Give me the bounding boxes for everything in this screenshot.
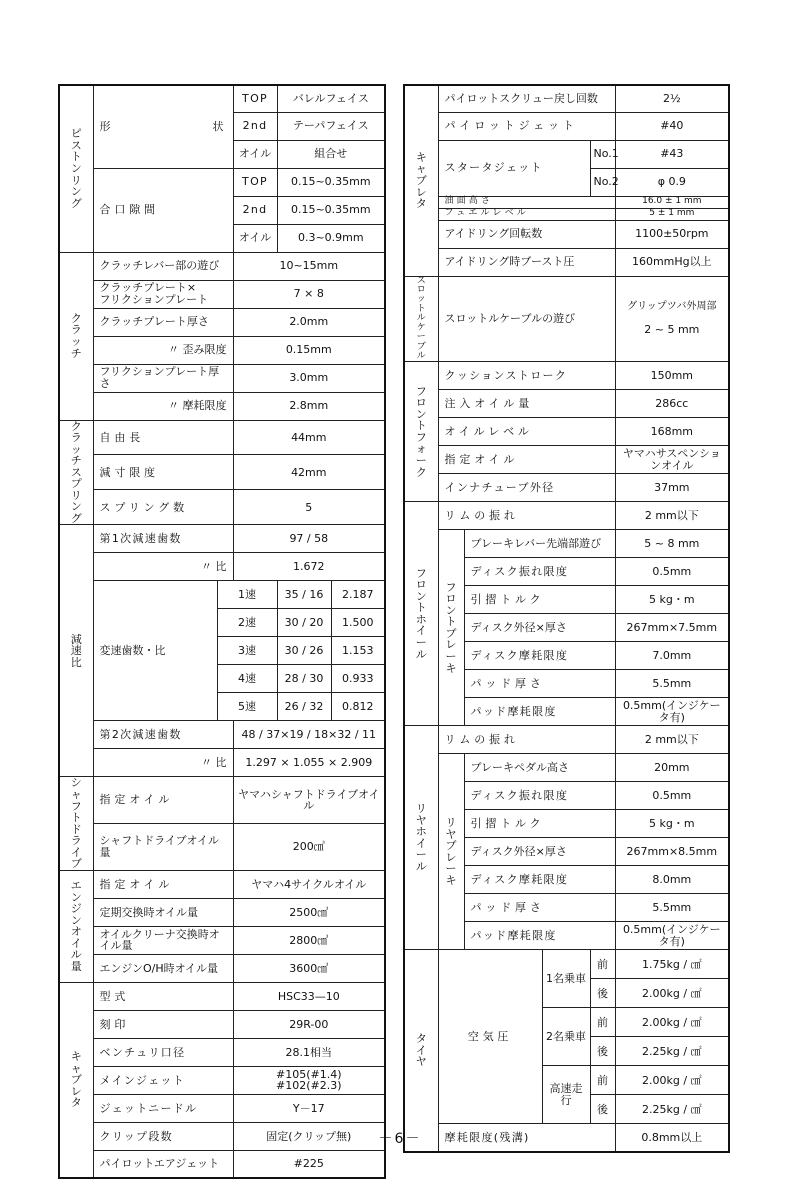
gear-label: 4速 [217, 665, 277, 693]
vertical-char: ル [415, 647, 427, 661]
gear-teeth: 30 / 26 [277, 637, 331, 665]
front-brake-row-value: 5.5mm [615, 670, 729, 698]
fork-row-value: 286cc [615, 390, 729, 418]
piston-row-pos: オイル [233, 224, 277, 252]
engine-oil-row-value: 2500㎤ [233, 898, 385, 926]
vertical-char: ャ [415, 162, 427, 176]
piston-row-value: テーパフェイス [277, 112, 385, 140]
left-spec-table [58, 84, 386, 1179]
engine-oil-category [59, 870, 93, 982]
vertical-char: ン [70, 500, 82, 514]
carburetor-category [59, 982, 93, 1178]
carb2-row-value: 16.0 ± 1 mm [615, 196, 729, 208]
carb-row-value: 28.1相当 [233, 1038, 385, 1066]
shaft-row-label: シャフトドライブオイル量 [93, 824, 233, 871]
tire-group-label: 高速走行 [542, 1066, 590, 1124]
spring-row-label: スプリング数 [93, 490, 233, 525]
vertical-char: ロ [415, 578, 427, 592]
piston-row-pos: 2nd [233, 112, 277, 140]
vertical-char: レ [415, 185, 427, 199]
front-brake-row-label: ディスク摩耗限度 [464, 642, 615, 670]
vertical-char: ト [415, 419, 427, 433]
fork-row-label: 注入オイル量 [438, 390, 615, 418]
engine-oil-row-label: 定期交換時オイル量 [93, 898, 233, 926]
vertical-char: キ [445, 661, 457, 675]
vertical-char: ッ [70, 442, 82, 456]
rear-brake-row-value: 0.5mm(インジケータ有) [615, 922, 729, 950]
clutch-row-label: 〃 歪み限度 [93, 336, 233, 364]
engine-oil-row-label: 指定オイル [93, 870, 233, 898]
vertical-char: ー [415, 636, 427, 650]
vertical-char: ス [70, 465, 82, 479]
fork-row-value: 150mm [615, 362, 729, 390]
vertical-char: キ [70, 1050, 82, 1064]
tire-wear-value: 0.8mm以上 [615, 1124, 729, 1152]
secondary-ratio-value: 1.297 × 1.055 × 2.909 [233, 749, 385, 777]
vertical-char: ロ [445, 592, 457, 606]
fork-row-value: 168mm [615, 418, 729, 446]
carb2-row-label: 油面高さ [438, 196, 615, 208]
vertical-char: リ [70, 488, 82, 502]
tire-front-label: 前 [590, 1066, 615, 1095]
vertical-char: タ [415, 1032, 427, 1046]
vertical-char: ト [415, 601, 427, 615]
clutch-row-value: 7 × 8 [233, 280, 385, 308]
front-brake-row-value: 267mm×7.5mm [615, 614, 729, 642]
clutch-row-value: 2.0mm [233, 308, 385, 336]
vertical-char: ホ [415, 825, 427, 839]
vertical-char: ォ [415, 442, 427, 456]
gear-ratio: 1.500 [331, 609, 385, 637]
piston-row-value: 0.15~0.35mm [277, 168, 385, 196]
vertical-char: フ [70, 799, 82, 813]
front-brake-row-label: パッド摩耗限度 [464, 698, 615, 726]
vertical-char: 比 [70, 655, 82, 669]
vertical-char: ブ [416, 341, 426, 352]
vertical-char: ピ [70, 127, 82, 141]
rear-brake-row-label: パッド摩耗限度 [464, 922, 615, 950]
shaft-row-label: 指定オイル [93, 777, 233, 824]
vertical-char: ヤ [445, 827, 457, 841]
clutch-row-value: 0.15mm [233, 336, 385, 364]
vertical-char: ン [445, 603, 457, 617]
vertical-char: フ [415, 430, 427, 444]
vertical-char: ャ [70, 1061, 82, 1075]
carb-row-value: #225 [233, 1150, 385, 1178]
front-brake-row-label: ブレーキレバー先端部遊び [464, 530, 615, 558]
page-number: －6－ [378, 1131, 422, 1147]
vertical-char: ト [70, 150, 82, 164]
vertical-char: ブ [415, 173, 427, 187]
carb-row-label: メインジェット [93, 1066, 233, 1094]
vertical-char: 減 [70, 632, 82, 646]
engine-oil-row-label: エンジンO/H時オイル量 [93, 954, 233, 982]
starter-jet-label: スタータジェット [438, 140, 590, 196]
tire-category [404, 950, 438, 1152]
vertical-char: フ [445, 580, 457, 594]
rear-brake-row-value: 8.0mm [615, 866, 729, 894]
vertical-char: イ [415, 1043, 427, 1057]
carb2-row-label: アイドリング時ブースト圧 [438, 248, 615, 276]
carb2-row-value: #43 [615, 140, 729, 168]
secondary-reduction-label: 第2次減速歯数 [93, 721, 233, 749]
carb-row-label: クリップ段数 [93, 1122, 233, 1150]
vertical-char: ラ [70, 323, 82, 337]
spring-row-label: 自由長 [93, 420, 233, 455]
clutch-row-label: フリクションプレート厚さ [93, 364, 233, 392]
vertical-char: イ [70, 845, 82, 859]
vertical-char: グ [70, 511, 82, 525]
fork-row-value: ヤマハサスペンションオイル [615, 446, 729, 474]
vertical-char: ッ [70, 335, 82, 348]
vertical-char: ブ [70, 1073, 82, 1087]
tire-rear-label: 後 [590, 1037, 615, 1066]
carb2-row-value: 5 ± 1 mm [615, 208, 729, 220]
carb2-row-value: #40 [615, 112, 729, 140]
front-brake-row-value: 5 ~ 8 mm [615, 530, 729, 558]
secondary-reduction-value: 48 / 37×19 / 18×32 / 11 [233, 721, 385, 749]
carb-row-value: 29R-00 [233, 1010, 385, 1038]
front-fork-category [404, 362, 438, 502]
vertical-char: ケ [416, 322, 426, 333]
vertical-char: シ [70, 776, 82, 790]
throttle-cable-value [615, 276, 729, 362]
vertical-char: レ [70, 1084, 82, 1098]
rear-brake-row-label: ディスク摩耗限度 [464, 866, 615, 894]
primary-reduction-value: 97 / 58 [233, 525, 385, 553]
vertical-char: 速 [70, 644, 82, 658]
tire-rear-value: 2.25kg / ㎠ [615, 1095, 729, 1124]
tire-rear-label: 後 [590, 979, 615, 1008]
vertical-char: ト [416, 303, 426, 314]
vertical-char: プ [70, 477, 82, 491]
clutch-row-label: クラッチレバー部の遊び [93, 252, 233, 280]
clutch-spring-category [59, 420, 93, 525]
piston-row-pos: 2nd [233, 196, 277, 224]
vertical-char: グ [70, 196, 82, 210]
piston-row-value: 組合せ [277, 140, 385, 168]
gear-label: 5速 [217, 693, 277, 721]
clutch-row-label: 〃 摩耗限度 [93, 392, 233, 420]
vertical-char: ン [70, 161, 82, 175]
vertical-char: タ [70, 1096, 82, 1110]
vertical-char: イ [70, 936, 82, 950]
vertical-char: ン [70, 890, 82, 904]
tire-front-label: 前 [590, 1008, 615, 1037]
vertical-char: イ [415, 836, 427, 850]
carb-row-value: Y－17 [233, 1094, 385, 1122]
rear-brake-row-value: 267mm×8.5mm [615, 838, 729, 866]
rear-brake-row-value: 20mm [615, 754, 729, 782]
rear-brake-row-label: ディスク外径×厚さ [464, 838, 615, 866]
vertical-char: リ [415, 802, 427, 816]
rear-brake-row-value: 5 kg・m [615, 810, 729, 838]
vertical-char: ス [70, 138, 82, 152]
spring-row-value: 5 [233, 490, 385, 525]
fork-row-label: 指定オイル [438, 446, 615, 474]
carb-row-label: ベンチュリ口径 [93, 1038, 233, 1066]
front-rim-label: リムの振れ [438, 502, 615, 530]
front-brake-row-value: 0.5mm [615, 558, 729, 586]
gear-ratio: 0.812 [331, 693, 385, 721]
clutch-row-label: クラッチプレート× フリクションプレート [93, 280, 233, 308]
rear-rim-value: 2 mm以下 [615, 726, 729, 754]
spring-row-value: 44mm [233, 420, 385, 455]
vertical-char: 量 [70, 959, 82, 973]
vertical-char: リ [445, 816, 457, 830]
gear-teeth: 28 / 30 [277, 665, 331, 693]
rear-brake-row-label: ブレーキペダル高さ [464, 754, 615, 782]
tire-group-label: 2名乗車 [542, 1008, 590, 1066]
vertical-char: ラ [70, 431, 82, 445]
clutch-category [59, 252, 93, 420]
vertical-char: チ [70, 346, 82, 360]
vertical-char: ャ [70, 787, 82, 801]
engine-oil-row-value: ヤマハ4サイクルオイル [233, 870, 385, 898]
rear-brake-row-label: 引摺トルク [464, 810, 615, 838]
tire-group-label: 1名乗車 [542, 950, 590, 1008]
gear-label: 1速 [217, 581, 277, 609]
spring-row-label: 減寸限度 [93, 455, 233, 490]
vertical-char: ル [416, 313, 426, 324]
carb-row-label: 型式 [93, 982, 233, 1010]
shaft-row-value: ヤマハシャフトドライブオイル [233, 777, 385, 824]
vertical-char: ロ [415, 396, 427, 410]
piston-gap-label: 合口隙間 [93, 168, 233, 252]
right-spec-table [403, 84, 730, 1153]
tire-rear-value: 2.25kg / ㎠ [615, 1037, 729, 1066]
piston-row-pos: TOP [233, 85, 277, 112]
throttle-cable-category [404, 276, 438, 362]
engine-oil-row-value: 2800㎤ [233, 926, 385, 954]
piston-row-pos: オイル [233, 140, 277, 168]
tire-rear-label: 後 [590, 1095, 615, 1124]
vertical-char: ン [415, 407, 427, 421]
vertical-char: オ [70, 925, 82, 939]
vertical-char: ク [415, 465, 427, 479]
carb2-row-value: φ 0.9 [615, 168, 729, 196]
vertical-char: フ [415, 566, 427, 580]
piston-row-value: 0.3~0.9mm [277, 224, 385, 252]
fork-row-value: 37mm [615, 474, 729, 502]
vertical-char: レ [445, 638, 457, 652]
vertical-char: ー [415, 848, 427, 862]
carb2-row-value: 1100±50rpm [615, 220, 729, 248]
vertical-char: ト [70, 811, 82, 825]
vertical-char: ジ [70, 902, 82, 916]
front-brake-row-label: ディスク振れ限度 [464, 558, 615, 586]
carb2-row-label: アイドリング回転数 [438, 220, 615, 248]
piston-row-pos: TOP [233, 168, 277, 196]
engine-oil-row-label: オイルクリーナ交換時オイル量 [93, 926, 233, 954]
carb2-row-label: フュエルレベル [438, 208, 615, 220]
engine-oil-row-value: 3600㎤ [233, 954, 385, 982]
vertical-char: フ [415, 384, 427, 398]
vertical-char: ー [416, 332, 426, 343]
carburetor2-category [404, 85, 438, 276]
carb-row-value: 固定(クリップ無) [233, 1122, 385, 1150]
fork-row-label: オイルレベル [438, 418, 615, 446]
gear-teeth: 26 / 32 [277, 693, 331, 721]
gear-label: 2速 [217, 609, 277, 637]
vertical-char: ー [445, 650, 457, 664]
vertical-char: ブ [70, 857, 82, 871]
shaft-drive-category [59, 777, 93, 870]
vertical-char: ド [70, 822, 82, 836]
vertical-char: エ [70, 879, 82, 893]
vertical-char: ク [70, 419, 82, 433]
primary-reduction-label: 第1次減速歯数 [93, 525, 233, 553]
vertical-char: ト [445, 615, 457, 629]
gear-ratio: 1.153 [331, 637, 385, 665]
tire-front-value: 2.00kg / ㎠ [615, 1066, 729, 1095]
carb2-row-label: パイロットスクリュー戻し回数 [438, 85, 615, 112]
rear-wheel-category [404, 726, 438, 950]
vertical-char: ン [415, 589, 427, 603]
gear-ratio: 2.187 [331, 581, 385, 609]
vertical-char: リ [70, 173, 82, 187]
vertical-char: ル [415, 860, 427, 874]
tire-front-label: 前 [590, 950, 615, 979]
piston-ring-category [59, 85, 93, 252]
shaft-row-value: 200㎤ [233, 824, 385, 871]
rear-brake-category [438, 754, 464, 950]
clutch-row-value: 2.8mm [233, 392, 385, 420]
tire-rear-value: 2.00kg / ㎠ [615, 979, 729, 1008]
vertical-char: ス [416, 275, 426, 286]
carb-row-value: HSC33—10 [233, 982, 385, 1010]
vertical-char: ー [415, 454, 427, 468]
primary-ratio-label: 〃 比 [93, 553, 233, 581]
vertical-char: ラ [70, 834, 82, 848]
carb-row-value: #105(#1.4) #102(#2.3) [233, 1066, 385, 1094]
throttle-cable-label: スロットルケーブルの遊び [438, 276, 615, 362]
piston-shape-label: 形 状 [93, 85, 233, 168]
vertical-char: ヤ [415, 1055, 427, 1069]
vertical-char: ロ [416, 284, 426, 295]
front-wheel-category [404, 502, 438, 726]
vertical-char: ク [70, 311, 82, 325]
fork-row-label: クッションストローク [438, 362, 615, 390]
tire-wear-label: 摩耗限度(残溝) [438, 1124, 615, 1152]
front-rim-value: 2 mm以下 [615, 502, 729, 530]
rear-brake-row-value: 0.5mm [615, 782, 729, 810]
carb-row-label: ジェットニードル [93, 1094, 233, 1122]
vertical-char: ン [70, 185, 82, 199]
front-brake-row-label: ディスク外径×厚さ [464, 614, 615, 642]
starter-jet-sub: No.2 [590, 168, 615, 196]
vertical-char: レ [445, 850, 457, 864]
front-brake-category [438, 530, 464, 726]
rear-rim-label: リムの振れ [438, 726, 615, 754]
vertical-char: キ [445, 874, 457, 888]
rear-brake-row-label: ディスク振れ限度 [464, 782, 615, 810]
rear-brake-row-value: 5.5mm [615, 894, 729, 922]
carb2-row-value: 160mmHg以上 [615, 248, 729, 276]
gear-ratio: 0.933 [331, 665, 385, 693]
piston-row-value: バレルフェイス [277, 85, 385, 112]
fork-row-label: インナチューブ外径 [438, 474, 615, 502]
vertical-char: タ [415, 197, 427, 211]
clutch-row-value: 10~15mm [233, 252, 385, 280]
carb2-row-value: 2½ [615, 85, 729, 112]
throttle-value-line2: 2 ~ 5 mm [644, 323, 700, 337]
gear-teeth: 35 / 16 [277, 581, 331, 609]
clutch-row-value: 3.0mm [233, 364, 385, 392]
front-brake-row-value: 5 kg・m [615, 586, 729, 614]
vertical-char: ホ [415, 612, 427, 626]
carb2-row-label: パイロットジェット [438, 112, 615, 140]
transmission-label: 変速歯数・比 [93, 581, 217, 721]
vertical-char: キ [415, 150, 427, 164]
piston-row-value: 0.15~0.35mm [277, 196, 385, 224]
clutch-row-label: クラッチプレート厚さ [93, 308, 233, 336]
tire-front-value: 2.00kg / ㎠ [615, 1008, 729, 1037]
vertical-char: ル [416, 351, 426, 361]
vertical-char: チ [70, 454, 82, 468]
tire-front-value: 1.75kg / ㎠ [615, 950, 729, 979]
vertical-char: ブ [445, 626, 457, 640]
vertical-char: ル [70, 948, 82, 962]
spring-row-value: 42mm [233, 455, 385, 490]
gear-label: 3速 [217, 637, 277, 665]
front-brake-row-label: パッド厚さ [464, 670, 615, 698]
vertical-char: ー [445, 862, 457, 876]
vertical-char: ヤ [415, 813, 427, 827]
primary-ratio-value: 1.672 [233, 553, 385, 581]
gear-teeth: 30 / 20 [277, 609, 331, 637]
vertical-char: ブ [445, 839, 457, 853]
carb-row-label: 刻印 [93, 1010, 233, 1038]
carb-row-label: パイロットエアジェット [93, 1150, 233, 1178]
tire-pressure-label: 空気圧 [438, 950, 542, 1124]
vertical-char: ッ [416, 294, 426, 305]
front-brake-row-label: 引摺トルク [464, 586, 615, 614]
reduction-category [59, 525, 93, 777]
rear-brake-row-label: パッド厚さ [464, 894, 615, 922]
starter-jet-sub: No.1 [590, 140, 615, 168]
front-brake-row-value: 7.0mm [615, 642, 729, 670]
throttle-value-line1: グリップツバ外周部 [627, 300, 717, 312]
front-brake-row-value: 0.5mm(インジケータ有) [615, 698, 729, 726]
vertical-char: ン [70, 913, 82, 927]
secondary-ratio-label: 〃 比 [93, 749, 233, 777]
vertical-char: イ [415, 624, 427, 638]
